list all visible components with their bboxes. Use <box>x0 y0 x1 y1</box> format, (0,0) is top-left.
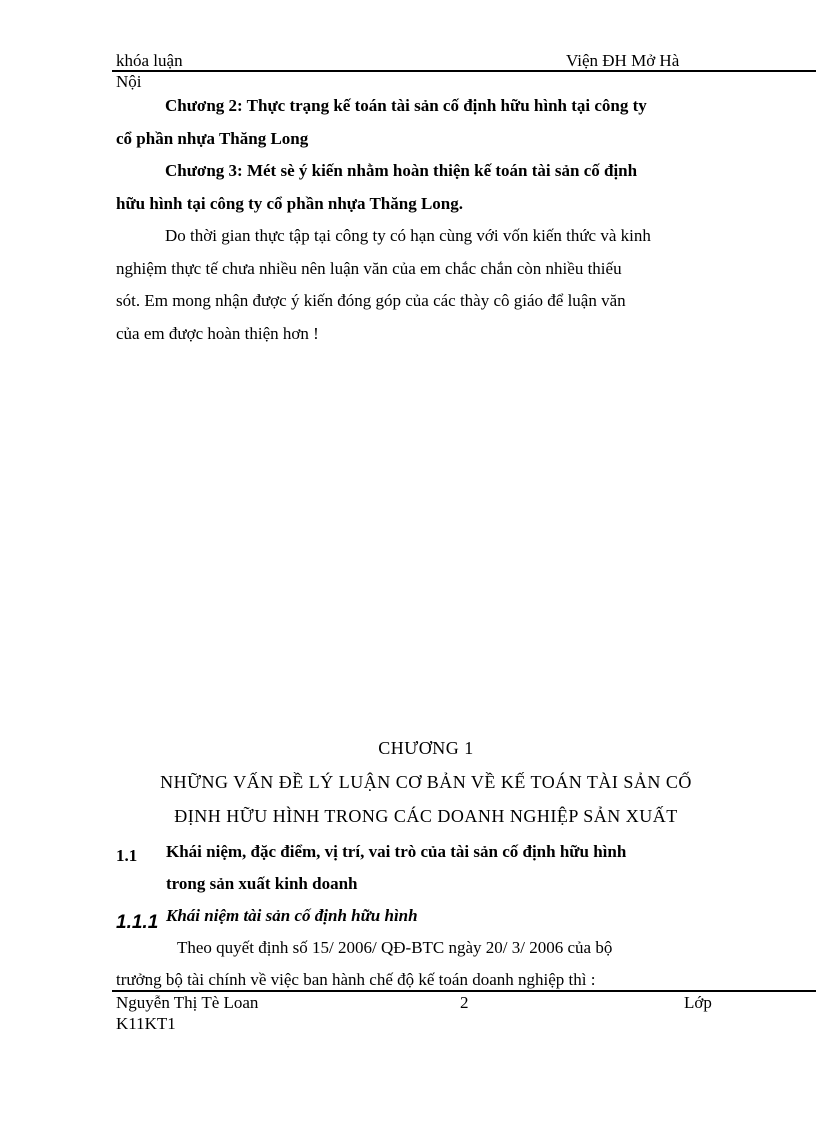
intro-paragraph-line3: sót. Em mong nhận được ý kiến đóng góp của các thày cô giáo để luận văn <box>116 291 626 310</box>
header-left-continued: Nội <box>116 72 142 91</box>
chapter2-outline-line2: cổ phần nhựa Thăng Long <box>116 129 309 148</box>
footer-rule <box>112 990 816 992</box>
body-line1: Theo quyết định số 15/ 2006/ QĐ-BTC ngày 20/ 3/ 2006 của bộ <box>177 938 613 957</box>
chapter-title-line1: NHỮNG VẤN ĐỀ LÝ LUẬN CƠ BẢN VỀ KẾ TOÁN TÀI SẢN CỐ <box>160 772 692 792</box>
intro-paragraph-line4: của em được hoàn thiện hơn ! <box>116 324 319 343</box>
footer-author: Nguyễn Thị Tè Loan <box>116 993 259 1012</box>
chapter3-outline-line1: Chương 3: Mét sè ý kiến nhằm hoàn thiện kế toán tài sản cố định <box>165 161 638 180</box>
section-1-1-number: 1.1 <box>116 846 138 865</box>
footer-class-label: Lớp <box>684 993 712 1012</box>
header-right: Viện ĐH Mở Hà <box>566 51 680 70</box>
section-1-1-title-line2: trong sản xuất kinh doanh <box>166 874 358 893</box>
chapter2-outline-line1: Chương 2: Thực trạng kế toán tài sản cố định hữu hình tại công ty <box>165 96 647 115</box>
chapter3-outline-line2: hữu hình tại công ty cổ phần nhựa Thăng Long. <box>116 194 463 213</box>
chapter-title-line2: ĐỊNH HỮU HÌNH TRONG CÁC DOANH NGHIỆP SẢN XUẤT <box>174 806 678 826</box>
body-line2: trưởng bộ tài chính về việc ban hành chế độ kế toán doanh nghiệp thì : <box>116 970 596 989</box>
section-1-1-title-line1: Khái niệm, đặc điểm, vị trí, vai trò của tài sản cố định hữu hình <box>166 842 627 861</box>
footer-page-number: 2 <box>460 993 469 1012</box>
header-left: khóa luận <box>116 51 183 70</box>
chapter-label: CHƯƠNG 1 <box>378 738 474 758</box>
header-rule <box>112 70 816 72</box>
footer-class-code: K11KT1 <box>116 1014 176 1033</box>
intro-paragraph-line2: nghiệm thực tế chưa nhiều nên luận văn của em chắc chắn còn nhiều thiếu <box>116 259 622 278</box>
intro-paragraph-line1: Do thời gian thực tập tại công ty có hạn cùng với vốn kiến thức và kinh <box>165 226 651 245</box>
section-1-1-1-number: 1.1.1 <box>116 912 159 933</box>
section-1-1-1-title: Khái niệm tài sản cố định hữu hình <box>166 906 418 925</box>
